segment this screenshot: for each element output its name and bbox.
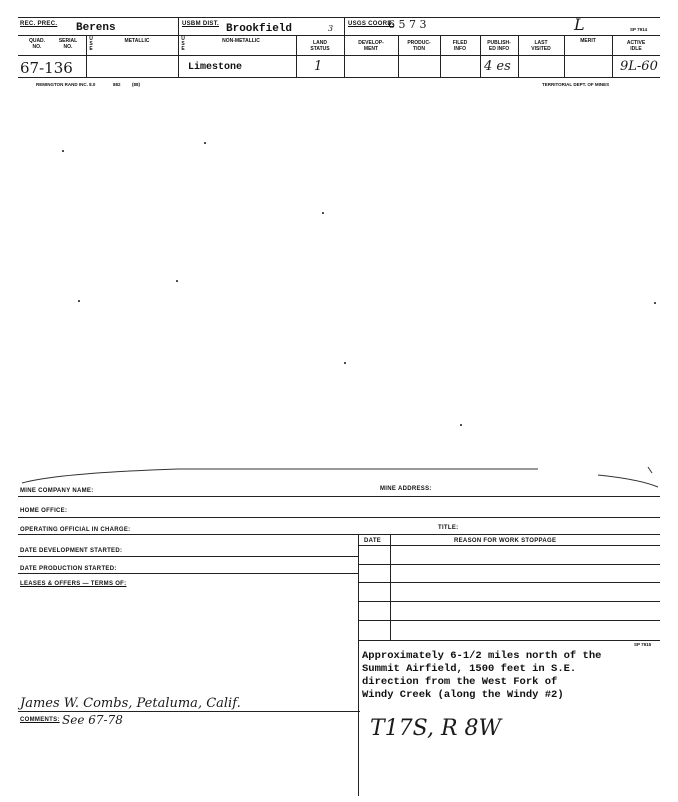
header-use-metallic: U S E	[89, 36, 93, 52]
usbm-dist-extra: 3	[328, 24, 334, 33]
record-quad-serial: 67-136	[20, 59, 73, 77]
header-published-info: PUBLISH- ED INFO	[487, 40, 511, 52]
date-development-label: DATE DEVELOPMENT STARTED:	[20, 548, 123, 554]
usbm-dist-label: USBM DIST.	[182, 21, 220, 27]
title-label: TITLE:	[438, 525, 459, 531]
header-development: DEVELOP- MENT	[358, 40, 384, 52]
comments-label: COMMENTS:	[20, 717, 60, 723]
header-filed-info: FILED INFO	[452, 40, 468, 52]
header-active-idle: ACTIVE IDLE	[626, 40, 646, 52]
usgs-coord-label: USGS COORD.	[348, 21, 394, 27]
date-production-label: DATE PRODUCTION STARTED:	[20, 566, 117, 572]
mine-company-name-label: MINE COMPANY NAME:	[20, 488, 94, 494]
location-note: Approximately 6-1/2 miles north of the Summit Airfield, 1500 feet in S.E. direction from the West Fork of Windy Creek (along the Windy #2)	[362, 650, 602, 701]
agency-imprint: TERRITORIAL DEPT. OF MINES	[542, 82, 610, 87]
top-rule-1	[18, 17, 660, 18]
record-active-idle: 9L-60	[620, 59, 658, 74]
operating-official-label: OPERATING OFFICIAL IN CHARGE:	[20, 527, 131, 533]
rec-prec-label: REC. PREC.	[20, 21, 58, 27]
header-metallic: METALLIC	[124, 38, 150, 44]
leases-label: LEASES & OFFERS — TERMS OF:	[20, 581, 127, 587]
printer-imprint: REMINGTON RAND INC. 8.0	[36, 82, 96, 87]
mark-value: L	[574, 15, 585, 34]
usbm-dist-value: Brookfield	[226, 23, 293, 35]
mine-address-label: MINE ADDRESS:	[380, 486, 432, 492]
header-quad-no: QUAD. NO.	[28, 38, 46, 50]
record-published-info: 4 es	[484, 59, 511, 74]
header-production: PRODUC- TION	[407, 40, 431, 52]
form-number-2: SP 7915	[634, 642, 652, 647]
handwritten-name: James W. Combs, Petaluma, Calif.	[20, 696, 241, 711]
printer-code-1: 882	[113, 82, 121, 87]
header-serial-no: SERIAL NO.	[58, 38, 78, 50]
form-number: SP 7914	[630, 27, 648, 32]
header-nonmetallic: NON-METALLIC	[222, 38, 260, 44]
top-rule-4	[18, 77, 660, 78]
printer-code-2: (88)	[132, 82, 141, 87]
rec-prec-value: Berens	[76, 22, 116, 34]
header-last-visited: LAST VISITED	[531, 40, 551, 52]
reason-stoppage-label: REASON FOR WORK STOPPAGE	[454, 538, 557, 544]
header-merit: MERIT	[580, 38, 596, 44]
record-land-status: 1	[314, 59, 323, 74]
date-label: DATE	[364, 538, 382, 544]
township-range: T17S, R 8W	[370, 716, 502, 741]
usgs-coord-value: 6 5 7 3	[388, 18, 427, 31]
home-office-label: HOME OFFICE:	[20, 508, 68, 514]
header-use-nonmetallic: U S E	[181, 36, 185, 52]
record-nonmetallic: Limestone	[188, 62, 243, 73]
card-edge	[18, 455, 660, 495]
comments-value: See 67-78	[62, 713, 123, 727]
header-land-status: LAND STATUS	[310, 40, 330, 52]
